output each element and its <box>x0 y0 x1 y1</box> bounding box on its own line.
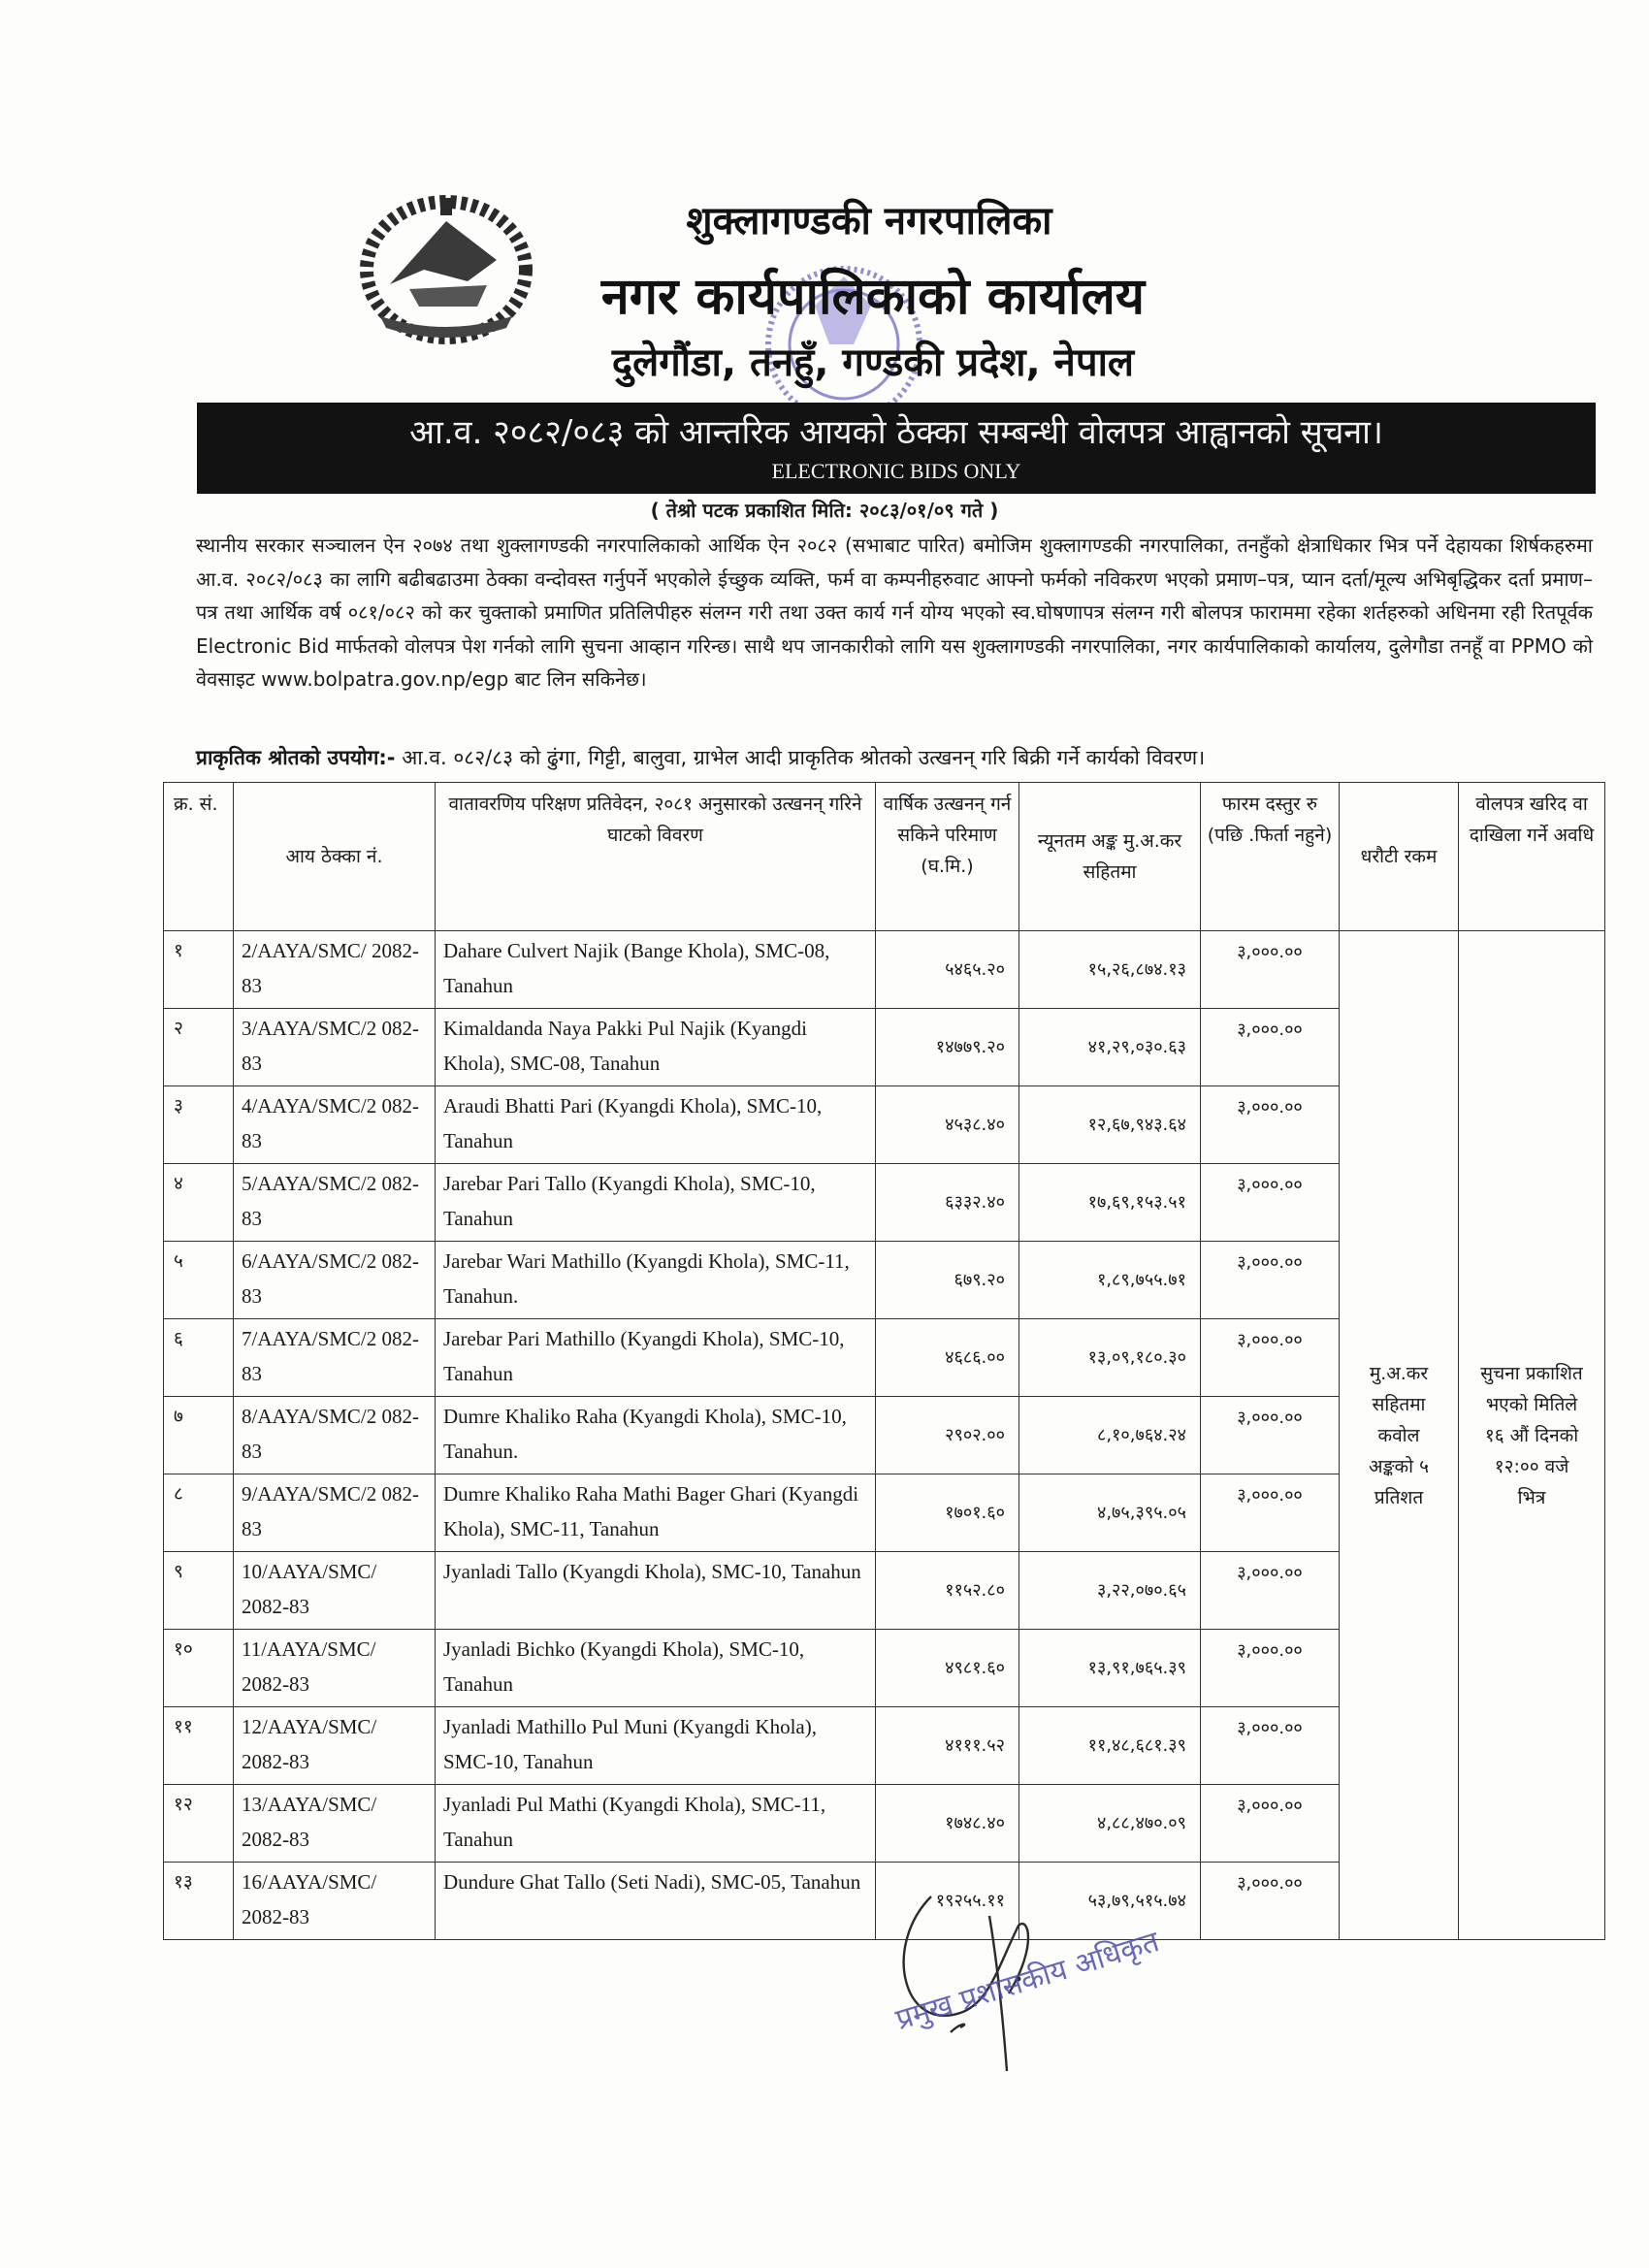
description-cell: Dahare Culvert Najik (Bange Khola), SMC-08, Tanahun <box>436 931 876 1009</box>
minimum-amount-cell: ११,४८,६८१.३९ <box>1019 1707 1201 1785</box>
form-fee-cell: ३,०००.०० <box>1201 1242 1340 1319</box>
minimum-amount-cell: ८,१०,७६४.२४ <box>1019 1397 1201 1474</box>
serial-cell: ३ <box>164 1086 234 1164</box>
minimum-amount-cell: ४,८८,४७०.०९ <box>1019 1785 1201 1863</box>
description-cell: Jarebar Pari Mathillo (Kyangdi Khola), SMC-10, Tanahun <box>436 1319 876 1397</box>
header-form-fee: फारम दस्तुर रु (पछि .फिर्ता नहुने) <box>1201 783 1340 931</box>
minimum-amount-cell: १७,६९,१५३.५१ <box>1019 1164 1201 1242</box>
minimum-amount-cell: ४,७५,३९५.०५ <box>1019 1474 1201 1552</box>
contract-no-cell: 3/AAYA/SMC/2 082-83 <box>234 1009 436 1086</box>
form-fee-cell: ३,०००.०० <box>1201 1707 1340 1785</box>
description-cell: Jyanladi Mathillo Pul Muni (Kyangdi Khola), SMC-10, Tanahun <box>436 1707 876 1785</box>
serial-cell: ४ <box>164 1164 234 1242</box>
office-address: दुलेगौंडा, तनहुँ, गण्डकी प्रदेश, नेपाल <box>611 340 1135 385</box>
form-fee-cell: ३,०००.०० <box>1201 1397 1340 1474</box>
notice-body <box>196 529 1593 697</box>
serial-cell: १ <box>164 931 234 1009</box>
serial-cell: ५ <box>164 1242 234 1319</box>
form-fee-cell: ३,०००.०० <box>1201 1086 1340 1164</box>
description-cell: Jyanladi Tallo (Kyangdi Khola), SMC-10, Tanahun <box>436 1552 876 1630</box>
notice-title: आ.व. २०८२/०८३ को आन्तरिक आयको ठेक्का सम्बन्धी वोलपत्र आह्वानको सूचना। <box>409 413 1383 452</box>
serial-cell: १२ <box>164 1785 234 1863</box>
description-cell: Jyanladi Pul Mathi (Kyangdi Khola), SMC-11, Tanahun <box>436 1785 876 1863</box>
serial-cell: ६ <box>164 1319 234 1397</box>
contract-no-cell: 5/AAYA/SMC/2 082-83 <box>234 1164 436 1242</box>
municipality-name: शुक्लागण्डकी नगरपालिका <box>686 199 1052 243</box>
serial-cell: २ <box>164 1009 234 1086</box>
contract-no-cell: 8/AAYA/SMC/2 082-83 <box>234 1397 436 1474</box>
section-heading <box>196 744 1205 771</box>
header-description: वातावरणिय परिक्षण प्रतिवेदन, २०८१ अनुसारको उत्खनन् गरिने घाटको विवरण <box>436 783 876 931</box>
serial-cell: १० <box>164 1630 234 1707</box>
quantity-cell: ५४६५.२० <box>876 931 1019 1009</box>
minimum-amount-cell: ५३,७९,५१५.७४ <box>1019 1863 1201 1940</box>
quantity-cell: ११५२.८० <box>876 1552 1019 1630</box>
description-cell: Dumre Khaliko Raha (Kyangdi Khola), SMC-10, Tanahun. <box>436 1397 876 1474</box>
contract-no-cell: 4/AAYA/SMC/2 082-83 <box>234 1086 436 1164</box>
deadline-cell: सुचना प्रकाशित भएको मितिले १६ औं दिनको १२:०० वजे भित्र <box>1459 931 1605 1940</box>
minimum-amount-cell: १३,०९,१८०.३० <box>1019 1319 1201 1397</box>
section-label: प्राकृतिक श्रोतको उपयोग:- <box>196 746 396 769</box>
description-cell: Dumre Khaliko Raha Mathi Bager Ghari (Kyangdi Khola), SMC-11, Tanahun <box>436 1474 876 1552</box>
contract-no-cell: 13/AAYA/SMC/ 2082-83 <box>234 1785 436 1863</box>
quantity-cell: १७०१.६० <box>876 1474 1019 1552</box>
header-serial: क्र. सं. <box>164 783 234 931</box>
form-fee-cell: ३,०००.०० <box>1201 1319 1340 1397</box>
table-header-row <box>164 783 1605 931</box>
quantity-cell: ६७९.२० <box>876 1242 1019 1319</box>
quantity-cell: १७४८.४० <box>876 1785 1019 1863</box>
header-minimum-amount: न्यूनतम अङ्क मु.अ.कर सहितमा <box>1019 783 1201 931</box>
contract-no-cell: 9/AAYA/SMC/2 082-83 <box>234 1474 436 1552</box>
table-row <box>164 931 1605 1009</box>
header-deadline: वोलपत्र खरिद वा दाखिला गर्ने अवधि <box>1459 783 1605 931</box>
minimum-amount-cell: १,८९,७५५.७१ <box>1019 1242 1201 1319</box>
contract-no-cell: 10/AAYA/SMC/ 2082-83 <box>234 1552 436 1630</box>
quantity-cell: ४१११.५२ <box>876 1707 1019 1785</box>
form-fee-cell: ३,०००.०० <box>1201 1552 1340 1630</box>
serial-cell: १३ <box>164 1863 234 1940</box>
minimum-amount-cell: १२,६७,९४३.६४ <box>1019 1086 1201 1164</box>
section-text: आ.व. ०८२/८३ को ढुंगा, गिट्टी, बालुवा, ग्राभेल आदी प्राकृतिक श्रोतको उत्खनन् गरि बिक्री गर्ने कार्यको विवरण। <box>395 746 1206 769</box>
serial-cell: ९ <box>164 1552 234 1630</box>
header-contract-no: आय ठेक्का नं. <box>234 783 436 931</box>
description-cell: Kimaldanda Naya Pakki Pul Najik (Kyangdi Khola), SMC-08, Tanahun <box>436 1009 876 1086</box>
form-fee-cell: ३,०००.०० <box>1201 1863 1340 1940</box>
tender-table <box>163 782 1605 1940</box>
header-deposit: धरौटी रकम <box>1340 783 1459 931</box>
minimum-amount-cell: ३,२२,०७०.६५ <box>1019 1552 1201 1630</box>
deposit-cell: मु.अ.कर सहितमा कवोल अङ्कको ५ प्रतिशत <box>1340 931 1459 1940</box>
form-fee-cell: ३,०००.०० <box>1201 1474 1340 1552</box>
form-fee-cell: ३,०००.०० <box>1201 1785 1340 1863</box>
quantity-cell: ४५३८.४० <box>876 1086 1019 1164</box>
quantity-cell: ४९८१.६० <box>876 1630 1019 1707</box>
minimum-amount-cell: ४१,२९,०३०.६३ <box>1019 1009 1201 1086</box>
form-fee-cell: ३,०००.०० <box>1201 1164 1340 1242</box>
contract-no-cell: 16/AAYA/SMC/ 2082-83 <box>234 1863 436 1940</box>
electronic-bids-label: ELECTRONIC BIDS ONLY <box>771 459 1021 483</box>
contract-no-cell: 6/AAYA/SMC/2 082-83 <box>234 1242 436 1319</box>
description-cell: Jarebar Pari Tallo (Kyangdi Khola), SMC-10, Tanahun <box>436 1164 876 1242</box>
quantity-cell: १९२५५.११ <box>876 1863 1019 1940</box>
body-paragraph: स्थानीय सरकार सञ्चालन ऐन २०७४ तथा शुक्लागण्डकी नगरपालिकाको आर्थिक ऐन २०८२ (सभाबाट पारित) बमोजिम शुक्लागण्डकी नगरपालिका, तनहुँको क्षेत्राधिकार भित्र पर्ने देहायका शिर्षकहरुमा आ.व. २०८२/०८३ का लागि बढीबढाउमा ठेक्का वन्दोवस्त गर्नुपर्ने भएकोले ईच्छुक व्यक्ति, फर्म वा कम्पनीहरुवाट आफ्नो फर्मको नविकरण भएको प्रमाण–पत्र, प्यान दर्ता/मूल्य अभिबृद्धिकर दर्ता प्रमाण–पत्र तथा आर्थिक वर्ष ०८१/०८२ को कर चुक्ताको प्रमाणित प्रतिलिपीहरु संलग्न गरी तथा उक्त कार्य गर्न योग्य भएको स्व.घोषणापत्र संलग्न गरी बोलपत्र फाराममा रहेका शर्तहरुको अधिनमा रही रितपूर्वक Electronic Bid मार्फतको वोलपत्र पेश गर्नको लागि सुचना आव्हान गरिन्छ। साथै थप जानकारीको लागि यस शुक्लागण्डकी नगरपालिका, नगर कार्यपालिकाको कार्यालय, दुलेगौडा तनहूँ वा PPMO को वेवसाइट www.bolpatra.gov.np/egp बाट लिन सकिनेछ। <box>196 534 1593 691</box>
officer-stamp: प्रमुख प्रशासकीय अधिकृत <box>891 1925 1164 2038</box>
office-name: नगर कार्यपालिकाको कार्यालय <box>600 268 1146 326</box>
description-cell: Dundure Ghat Tallo (Seti Nadi), SMC-05, Tanahun <box>436 1863 876 1940</box>
description-cell: Araudi Bhatti Pari (Kyangdi Khola), SMC-10, Tanahun <box>436 1086 876 1164</box>
header-quantity: वार्षिक उत्खनन् गर्न सकिने परिमाण (घ.मि.) <box>876 783 1019 931</box>
quantity-cell: २९०२.०० <box>876 1397 1019 1474</box>
contract-no-cell: 11/AAYA/SMC/ 2082-83 <box>234 1630 436 1707</box>
form-fee-cell: ३,०००.०० <box>1201 1009 1340 1086</box>
quantity-cell: ४६८६.०० <box>876 1319 1019 1397</box>
serial-cell: ११ <box>164 1707 234 1785</box>
serial-cell: ७ <box>164 1397 234 1474</box>
contract-no-cell: 2/AAYA/SMC/ 2082-83 <box>234 931 436 1009</box>
quantity-cell: ६३३२.४० <box>876 1164 1019 1242</box>
quantity-cell: १४७७९.२० <box>876 1009 1019 1086</box>
serial-cell: ८ <box>164 1474 234 1552</box>
minimum-amount-cell: १३,९१,७६५.३९ <box>1019 1630 1201 1707</box>
minimum-amount-cell: १५,२६,८७४.१३ <box>1019 931 1201 1009</box>
description-cell: Jarebar Wari Mathillo (Kyangdi Khola), SMC-11, Tanahun. <box>436 1242 876 1319</box>
publication-date: ( तेश्रो पटक प्रकाशित मिति: २०८३/०१/०९ गते ) <box>650 499 999 522</box>
contract-no-cell: 12/AAYA/SMC/ 2082-83 <box>234 1707 436 1785</box>
form-fee-cell: ३,०००.०० <box>1201 931 1340 1009</box>
contract-no-cell: 7/AAYA/SMC/2 082-83 <box>234 1319 436 1397</box>
form-fee-cell: ३,०००.०० <box>1201 1630 1340 1707</box>
description-cell: Jyanladi Bichko (Kyangdi Khola), SMC-10, Tanahun <box>436 1630 876 1707</box>
notice-title-banner <box>197 403 1596 494</box>
